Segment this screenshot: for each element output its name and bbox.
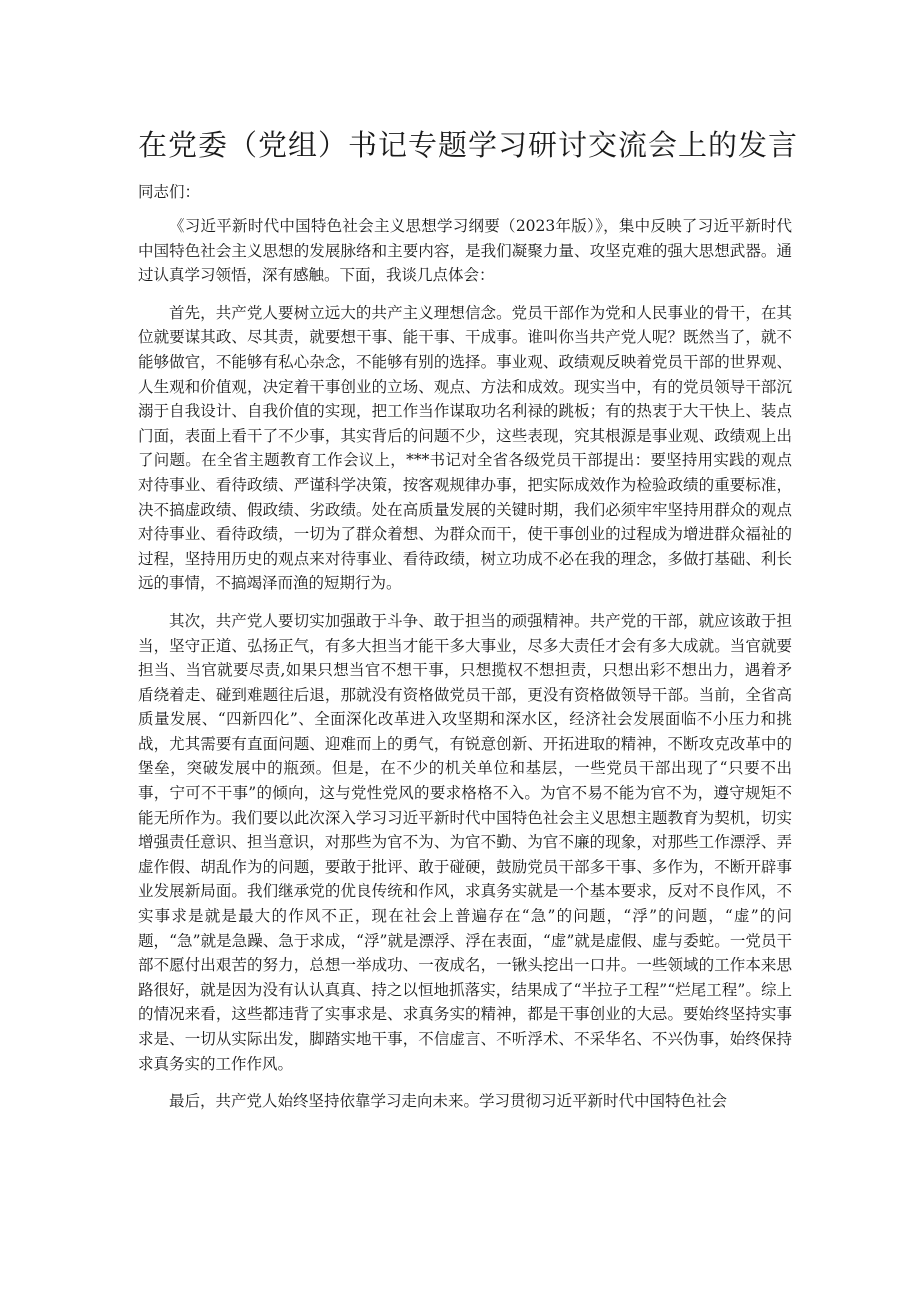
salutation: 同志们： xyxy=(138,183,201,201)
paragraph-second-point: 其次，共产党人要切实加强敢于斗争、敢于担当的顽强精神。共产党的干部，就应该敢于担当，坚守正道、弘扬正气，有多大担当才能干多大事业，尽多大责任才会有多大成就。当官就要担当、当官就要尽责,如果只想当官不想干事，只想揽权不想担责，只想出彩不想出力，遇着矛盾绕着走、碰到难题往后退，那就没有资格做党员干部，更没有资格做领导干部。当前，全省高质量发展、“四新四化”、全面深化改革进入攻坚期和深水区，经济社会发展面临不小压力和挑战，尤其需要有直面问题、迎难而上的勇气，有锐意创新、开拓进取的精神，不断攻克改革中的堡垒，突破发展中的瓶颈。但是，在不少的机关单位和基层，一些党员干部出现了“只要不出事，宁可不干事”的倾向，这与党性党风的要求格格不入。为官不易不能为官不为，遵守规矩不能无所作为。我们要以此次深入学习习近平新时代中国特色社会主义思想主题教育为契机，切实增强责任意识、担当意识，对那些为官不为、为官不勤、为官不廉的现象，对那些工作漂浮、弄虚作假、胡乱作为的问题，要敢于批评、敢于碰硬，鼓励党员干部多干事、多作为，不断开辟事业发展新局面。我们继承党的优良传统和作风，求真务实就是一个基本要求，反对不良作风，不实事求是就是最大的作风不正，现在社会上普遍存在“急”的问题，“浮”的问题，“虚”的问题，“急”就是急躁、急于求成，“浮”就是漂浮、浮在表面，“虚”就是虚假、虚与委蛇。一党员干部不愿付出艰苦的努力，总想一举成功、一夜成名，一锹头挖出一口井。一些领域的工作本来思路很好，就是因为没有认认真真、持之以恒地抓落实，结果成了“半拉子工程”“烂尾工程”。综上的情况来看，这些都违背了实事求是、求真务实的精神，都是干事创业的大忌。要始终坚持实事求是、一切从实际出发，脚踏实地干事，不信虚言、不听浮术、不采华名、不兴伪事，始终保持求真务实的工作作风。 xyxy=(138,611,792,1073)
document-title: 在党委（党组）书记专题学习研讨交流会上的发言 xyxy=(138,128,799,162)
document-body xyxy=(138,214,792,1127)
paragraph-intro: 《习近平新时代中国特色社会主义思想学习纲要（2023年版）》，集中反映了习近平新时代中国特色社会主义思想的发展脉络和主要内容，是我们凝聚力量、攻坚克难的强大思想武器。通过认真学习领悟，深有感触。下面，我谈几点体会： xyxy=(138,217,792,285)
paragraph-first-point: 首先，共产党人要树立远大的共产主义理想信念。党员干部作为党和人民事业的骨干，在其位就要谋其政、尽其责，就要想干事、能干事、干成事。谁叫你当共产党人呢？既然当了，就不能够做官，不能够有私心杂念，不能够有别的选择。事业观、政绩观反映着党员干部的世界观、人生观和价值观，决定着干事创业的立场、观点、方法和成效。现实当中，有的党员领导干部沉溺于自我设计、自我价值的实现，把工作当作谋取功名利禄的跳板；有的热衷于大干快上、装点门面，表面上看干了不少事，其实背后的问题不少，这些表现，究其根源是事业观、政绩观上出了问题。在全省主题教育工作会议上，***书记对全省各级党员干部提出：要坚持用实践的观点对待事业、看待政绩、严谨科学决策，按客观规律办事，把实际成效作为检验政绩的重要标准，决不搞虚政绩、假政绩、劣政绩。处在高质量发展的关键时期，我们必须牢牢坚持用群众的观点对待事业、看待政绩，一切为了群众着想、为群众而干，使干事创业的过程成为增进群众福祉的过程，坚持用历史的观点来对待事业、看待政绩，树立功成不必在我的理念，多做打基础、利长远的事情，不搞竭泽而渔的短期行为。 xyxy=(138,303,792,593)
paragraph-final-point: 最后，共产党人始终坚持依靠学习走向未来。学习贯彻习近平新时代中国特色社会 xyxy=(169,1092,728,1111)
